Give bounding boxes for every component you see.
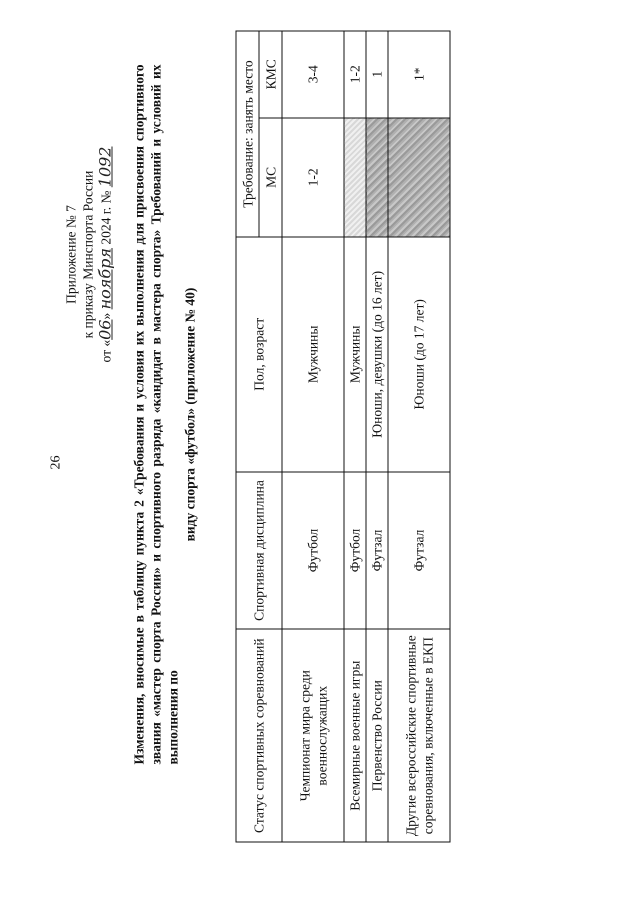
cell-ms-shaded <box>366 118 388 237</box>
table-row <box>344 31 366 842</box>
appendix-block <box>63 125 115 385</box>
header-ms: МС <box>259 118 282 237</box>
cell-status: Чемпионат мира среди военнослужащих <box>282 629 344 842</box>
date-year: 2024 г. № <box>98 190 114 245</box>
cell-sex-age: Юноши (до 17 лет) <box>388 237 450 472</box>
table-row <box>388 31 450 842</box>
cell-kms: 1-2 <box>344 31 366 118</box>
appendix-title: Приложение № 7 <box>63 205 79 304</box>
document-heading <box>131 65 199 765</box>
table-row <box>282 31 344 842</box>
table-header-row <box>236 31 259 842</box>
cell-status: Первенство России <box>366 629 388 842</box>
date-prefix: от « <box>98 339 114 363</box>
cell-discipline: Футбол <box>344 472 366 630</box>
cell-kms: 3-4 <box>282 31 344 118</box>
cell-sex-age: Юноши, девушки (до 16 лет) <box>366 237 388 472</box>
appendix-order-ref: к приказу Минспорта России <box>80 170 96 339</box>
cell-kms: 1* <box>388 31 450 118</box>
header-requirement: Требование: занять место <box>236 31 259 237</box>
cell-sex-age: Мужчины <box>282 237 344 472</box>
handwritten-day: 06 <box>95 319 115 340</box>
cell-sex-age: Мужчины <box>344 237 366 472</box>
date-mid: » <box>98 312 114 320</box>
cell-ms-shaded <box>344 118 366 237</box>
rotated-document-page <box>1 0 640 905</box>
cell-kms: 1 <box>366 31 388 118</box>
handwritten-month: ноября <box>95 248 115 310</box>
handwritten-number: 1092 <box>95 146 115 188</box>
cell-status: Всемирные военные игры <box>344 629 366 842</box>
header-kms: КМС <box>259 31 282 118</box>
cell-discipline: Футзал <box>388 472 450 630</box>
heading-text: Изменения, вносимые в таблицу пункта 2 «Требования и условия их выполнения для присвоения спортивного звания «мастер спорта России» и спортивного разряда «кандидат в мастера спорта» Требований и условий их выполнения по <box>131 64 181 765</box>
table-row <box>366 31 388 842</box>
appendix-date-line <box>97 125 115 385</box>
cell-status: Другие всероссийские спортивные соревнования, включенные в ЕКП <box>388 629 450 842</box>
cell-ms-shaded <box>388 118 450 237</box>
cell-discipline: Футзал <box>366 472 388 630</box>
header-status: Статус спортивных соревнований <box>236 629 282 842</box>
cell-ms: 1-2 <box>282 118 344 237</box>
header-discipline: Спортивная дисциплина <box>236 472 282 630</box>
header-sex-age: Пол, возраст <box>236 237 282 472</box>
heading-last-line: виду спорта «футбол» (приложение № 40) <box>182 287 198 542</box>
cell-discipline: Футбол <box>282 472 344 630</box>
page-number: 26 <box>48 455 64 470</box>
requirements-table <box>236 31 451 843</box>
